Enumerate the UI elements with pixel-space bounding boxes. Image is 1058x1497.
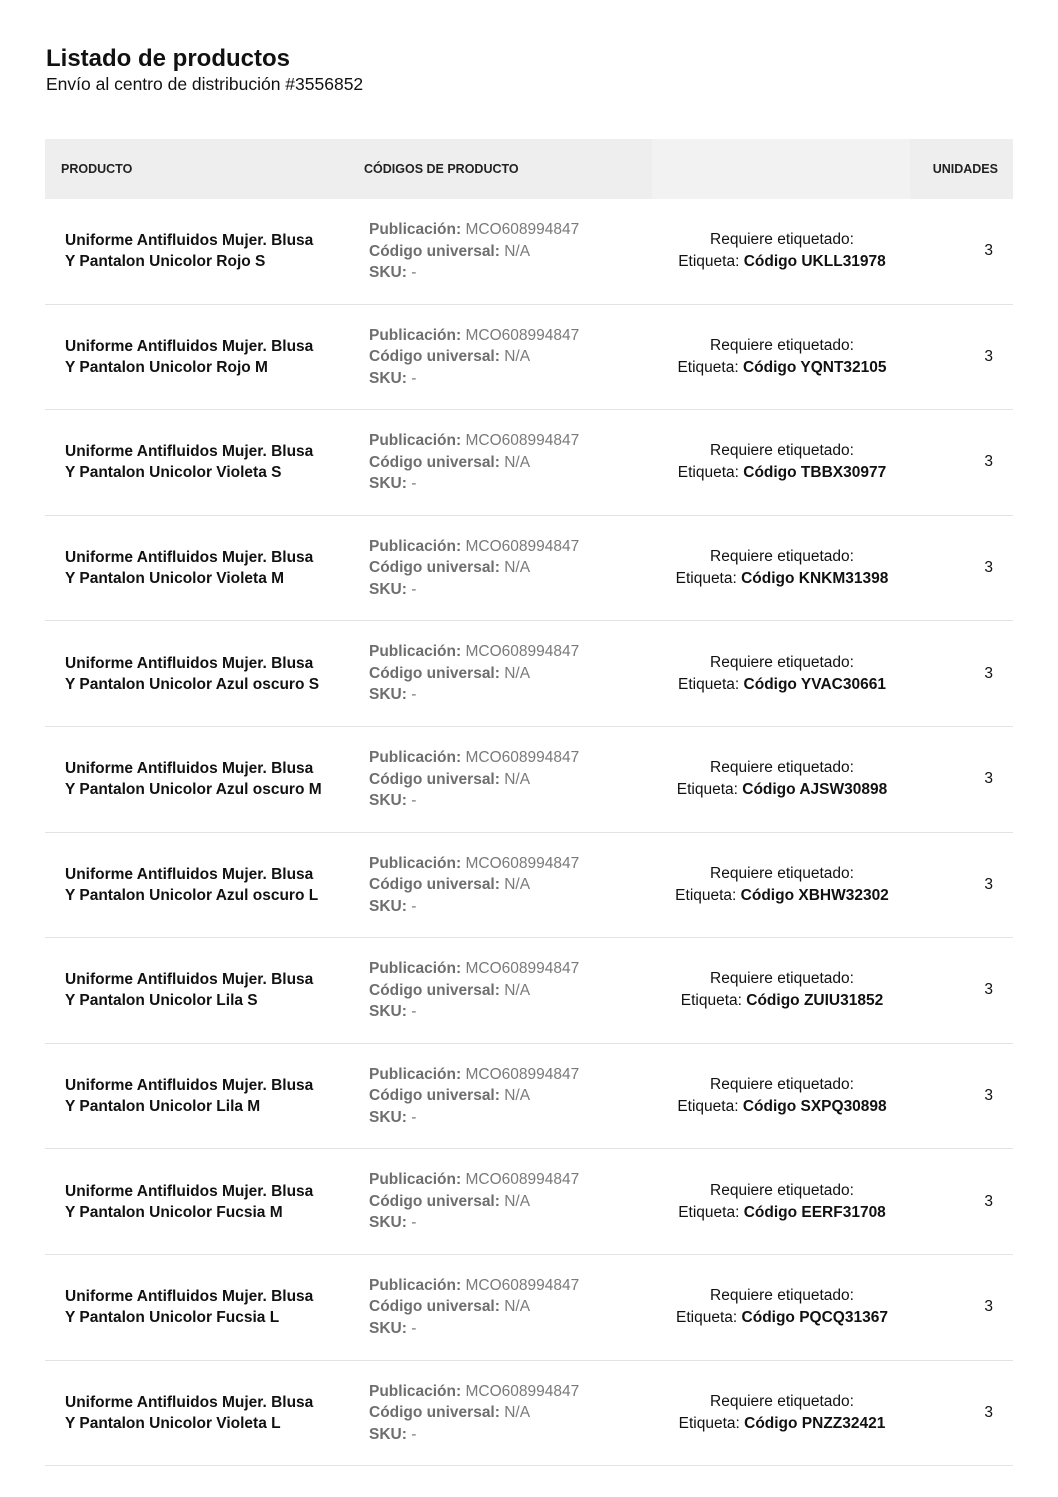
publication-value: MCO608994847 bbox=[465, 537, 580, 555]
sku-label: SKU: bbox=[369, 1003, 407, 1021]
sku-value: - bbox=[411, 1214, 417, 1232]
requires-labeling-text: Requiere etiquetado: bbox=[710, 1076, 854, 1094]
publication-label: Publicación: bbox=[369, 854, 462, 872]
requires-labeling-text: Requiere etiquetado: bbox=[710, 864, 854, 882]
units-value: 3 bbox=[984, 453, 993, 471]
product-codes bbox=[365, 430, 648, 495]
labeling-info bbox=[648, 1285, 916, 1329]
column-header-units: UNIDADES bbox=[932, 162, 998, 176]
product-name: Uniforme Antifluidos Mujer. Blusa Y Pantalon Unicolor Violeta L bbox=[65, 1393, 314, 1432]
sku-label: SKU: bbox=[369, 264, 407, 282]
sku-label: SKU: bbox=[369, 1214, 407, 1232]
tag-label: Etiqueta: bbox=[678, 1203, 740, 1221]
products-table bbox=[45, 139, 1013, 1466]
publication-line bbox=[369, 536, 648, 558]
sku-value: - bbox=[411, 369, 417, 387]
sku-value: - bbox=[411, 1319, 417, 1337]
universal-code-label: Código universal: bbox=[369, 1192, 500, 1210]
publication-line bbox=[369, 430, 648, 452]
universal-code-line bbox=[369, 769, 648, 791]
sku-line bbox=[369, 262, 648, 284]
product-name: Uniforme Antifluidos Mujer. Blusa Y Pantalon Unicolor Rojo S bbox=[65, 232, 314, 271]
product-codes bbox=[365, 853, 648, 918]
table-row bbox=[45, 410, 1013, 516]
publication-label: Publicación: bbox=[369, 432, 462, 450]
units-value: 3 bbox=[984, 664, 993, 682]
tag-code: Código TBBX30977 bbox=[743, 464, 887, 482]
requires-labeling-text: Requiere etiquetado: bbox=[710, 1287, 854, 1305]
tag-label: Etiqueta: bbox=[678, 675, 740, 693]
table-row bbox=[45, 1255, 1013, 1361]
tag-label: Etiqueta: bbox=[680, 992, 742, 1010]
sku-line bbox=[369, 473, 648, 495]
universal-code-value: N/A bbox=[504, 348, 531, 366]
units-value: 3 bbox=[984, 559, 993, 577]
column-header-codes: CÓDIGOS DE PRODUCTO bbox=[364, 162, 519, 176]
publication-value: MCO608994847 bbox=[465, 643, 580, 661]
units-value: 3 bbox=[984, 770, 993, 788]
product-codes bbox=[365, 958, 648, 1023]
sku-value: - bbox=[411, 475, 417, 493]
sku-line bbox=[369, 1424, 648, 1446]
universal-code-line bbox=[369, 1402, 648, 1424]
publication-line bbox=[369, 853, 648, 875]
table-row bbox=[45, 727, 1013, 833]
publication-value: MCO608994847 bbox=[465, 749, 580, 767]
publication-line bbox=[369, 747, 648, 769]
publication-line bbox=[369, 1169, 648, 1191]
sku-line bbox=[369, 1318, 648, 1340]
universal-code-label: Código universal: bbox=[369, 559, 500, 577]
table-row bbox=[45, 833, 1013, 939]
sku-label: SKU: bbox=[369, 792, 407, 810]
publication-label: Publicación: bbox=[369, 1276, 462, 1294]
tag-code: Código PQCQ31367 bbox=[741, 1309, 888, 1327]
publication-line bbox=[369, 1275, 648, 1297]
tag-code: Código SXPQ30898 bbox=[742, 1098, 887, 1116]
sku-value: - bbox=[411, 264, 417, 282]
universal-code-label: Código universal: bbox=[369, 664, 500, 682]
tag-code: Código ZUIU31852 bbox=[746, 992, 884, 1010]
publication-value: MCO608994847 bbox=[465, 1065, 580, 1083]
tag-label: Etiqueta: bbox=[676, 1309, 738, 1327]
universal-code-line bbox=[369, 663, 648, 685]
universal-code-line bbox=[369, 1296, 648, 1318]
universal-code-value: N/A bbox=[504, 664, 531, 682]
units-value: 3 bbox=[984, 1087, 993, 1105]
sku-label: SKU: bbox=[369, 369, 407, 387]
sku-label: SKU: bbox=[369, 1108, 407, 1126]
product-name: Uniforme Antifluidos Mujer. Blusa Y Pantalon Unicolor Azul oscuro L bbox=[65, 865, 319, 904]
universal-code-label: Código universal: bbox=[369, 242, 500, 260]
labeling-info bbox=[648, 1180, 916, 1224]
page-subtitle: Envío al centro de distribución #3556852 bbox=[46, 74, 364, 94]
table-body bbox=[45, 199, 1013, 1466]
sku-line bbox=[369, 368, 648, 390]
universal-code-value: N/A bbox=[504, 1192, 531, 1210]
sku-label: SKU: bbox=[369, 1319, 407, 1337]
universal-code-line bbox=[369, 452, 648, 474]
page-title: Listado de productos bbox=[46, 45, 291, 72]
publication-value: MCO608994847 bbox=[465, 326, 580, 344]
sku-label: SKU: bbox=[369, 897, 407, 915]
publication-label: Publicación: bbox=[369, 221, 462, 239]
publication-label: Publicación: bbox=[369, 1065, 462, 1083]
tag-code: Código AJSW30898 bbox=[742, 781, 888, 799]
sku-line bbox=[369, 684, 648, 706]
table-row bbox=[45, 305, 1013, 411]
publication-label: Publicación: bbox=[369, 1382, 462, 1400]
universal-code-value: N/A bbox=[504, 770, 531, 788]
universal-code-label: Código universal: bbox=[369, 348, 500, 366]
universal-code-line bbox=[369, 557, 648, 579]
product-name: Uniforme Antifluidos Mujer. Blusa Y Pantalon Unicolor Azul oscuro S bbox=[65, 654, 320, 693]
tag-label: Etiqueta: bbox=[677, 1098, 739, 1116]
units-value: 3 bbox=[984, 1403, 993, 1421]
publication-label: Publicación: bbox=[369, 960, 462, 978]
sku-line bbox=[369, 896, 648, 918]
table-header bbox=[45, 139, 1013, 199]
tag-code: Código EERF31708 bbox=[743, 1203, 886, 1221]
universal-code-line bbox=[369, 241, 648, 263]
labeling-info bbox=[648, 335, 916, 379]
tag-code: Código KNKM31398 bbox=[741, 570, 889, 588]
units-value: 3 bbox=[984, 1298, 993, 1316]
tag-label: Etiqueta: bbox=[675, 886, 737, 904]
universal-code-label: Código universal: bbox=[369, 1404, 500, 1422]
sku-value: - bbox=[411, 686, 417, 704]
publication-value: MCO608994847 bbox=[465, 1382, 580, 1400]
requires-labeling-text: Requiere etiquetado: bbox=[710, 442, 854, 460]
sku-line bbox=[369, 1107, 648, 1129]
universal-code-value: N/A bbox=[504, 242, 531, 260]
publication-label: Publicación: bbox=[369, 643, 462, 661]
publication-value: MCO608994847 bbox=[465, 960, 580, 978]
sku-value: - bbox=[411, 792, 417, 810]
requires-labeling-text: Requiere etiquetado: bbox=[710, 231, 854, 249]
table-row bbox=[45, 199, 1013, 305]
product-codes bbox=[365, 747, 648, 812]
publication-value: MCO608994847 bbox=[465, 854, 580, 872]
sku-value: - bbox=[411, 1108, 417, 1126]
product-name: Uniforme Antifluidos Mujer. Blusa Y Pantalon Unicolor Fucsia L bbox=[65, 1288, 314, 1327]
tag-label: Etiqueta: bbox=[677, 358, 739, 376]
universal-code-value: N/A bbox=[504, 981, 531, 999]
requires-labeling-text: Requiere etiquetado: bbox=[710, 970, 854, 988]
tag-code: Código YVAC30661 bbox=[743, 675, 886, 693]
universal-code-label: Código universal: bbox=[369, 1298, 500, 1316]
publication-value: MCO608994847 bbox=[465, 432, 580, 450]
labeling-info bbox=[648, 757, 916, 801]
tag-label: Etiqueta: bbox=[675, 570, 737, 588]
sku-line bbox=[369, 1212, 648, 1234]
sku-line bbox=[369, 790, 648, 812]
publication-value: MCO608994847 bbox=[465, 1276, 580, 1294]
requires-labeling-text: Requiere etiquetado: bbox=[710, 548, 854, 566]
table-row bbox=[45, 516, 1013, 622]
units-value: 3 bbox=[984, 242, 993, 260]
universal-code-value: N/A bbox=[504, 876, 531, 894]
labeling-info bbox=[648, 968, 916, 1012]
publication-line bbox=[369, 641, 648, 663]
product-codes bbox=[365, 1064, 648, 1129]
units-value: 3 bbox=[984, 347, 993, 365]
sku-label: SKU: bbox=[369, 686, 407, 704]
tag-label: Etiqueta: bbox=[677, 464, 739, 482]
product-name: Uniforme Antifluidos Mujer. Blusa Y Pantalon Unicolor Violeta S bbox=[65, 443, 314, 482]
sku-value: - bbox=[411, 580, 417, 598]
requires-labeling-text: Requiere etiquetado: bbox=[710, 336, 854, 354]
tag-label: Etiqueta: bbox=[678, 1414, 740, 1432]
sku-line bbox=[369, 579, 648, 601]
column-header-label bbox=[652, 139, 910, 199]
product-codes bbox=[365, 1169, 648, 1234]
universal-code-value: N/A bbox=[504, 559, 531, 577]
publication-value: MCO608994847 bbox=[465, 1171, 580, 1189]
sku-value: - bbox=[411, 1003, 417, 1021]
requires-labeling-text: Requiere etiquetado: bbox=[710, 1392, 854, 1410]
sku-line bbox=[369, 1001, 648, 1023]
universal-code-value: N/A bbox=[504, 1087, 531, 1105]
product-name: Uniforme Antifluidos Mujer. Blusa Y Pantalon Unicolor Lila M bbox=[65, 1077, 314, 1116]
universal-code-label: Código universal: bbox=[369, 981, 500, 999]
units-value: 3 bbox=[984, 1192, 993, 1210]
labeling-info bbox=[648, 546, 916, 590]
product-codes bbox=[365, 1381, 648, 1446]
sku-label: SKU: bbox=[369, 1425, 407, 1443]
product-codes bbox=[365, 325, 648, 390]
sku-label: SKU: bbox=[369, 580, 407, 598]
table-row bbox=[45, 1361, 1013, 1467]
requires-labeling-text: Requiere etiquetado: bbox=[710, 1181, 854, 1199]
publication-line bbox=[369, 1381, 648, 1403]
universal-code-label: Código universal: bbox=[369, 876, 500, 894]
product-name: Uniforme Antifluidos Mujer. Blusa Y Pantalon Unicolor Lila S bbox=[65, 971, 314, 1010]
labeling-info bbox=[648, 1074, 916, 1118]
product-codes bbox=[365, 219, 648, 284]
tag-code: Código UKLL31978 bbox=[743, 253, 886, 271]
publication-line bbox=[369, 219, 648, 241]
product-name: Uniforme Antifluidos Mujer. Blusa Y Pantalon Unicolor Rojo M bbox=[65, 337, 314, 376]
tag-code: Código YQNT32105 bbox=[742, 358, 887, 376]
table-row bbox=[45, 938, 1013, 1044]
sku-value: - bbox=[411, 1425, 417, 1443]
tag-label: Etiqueta: bbox=[676, 781, 738, 799]
column-header-product: PRODUCTO bbox=[61, 162, 133, 176]
universal-code-value: N/A bbox=[504, 1298, 531, 1316]
universal-code-value: N/A bbox=[504, 1404, 531, 1422]
universal-code-label: Código universal: bbox=[369, 453, 500, 471]
publication-value: MCO608994847 bbox=[465, 221, 580, 239]
universal-code-value: N/A bbox=[504, 453, 531, 471]
publication-label: Publicación: bbox=[369, 749, 462, 767]
tag-code: Código PNZZ32421 bbox=[744, 1414, 886, 1432]
tag-code: Código XBHW32302 bbox=[740, 886, 889, 904]
requires-labeling-text: Requiere etiquetado: bbox=[710, 653, 854, 671]
units-value: 3 bbox=[984, 981, 993, 999]
universal-code-label: Código universal: bbox=[369, 770, 500, 788]
labeling-info bbox=[648, 652, 916, 696]
labeling-info bbox=[648, 1391, 916, 1435]
labeling-info bbox=[648, 229, 916, 273]
universal-code-line bbox=[369, 1191, 648, 1213]
table-row bbox=[45, 1044, 1013, 1150]
units-value: 3 bbox=[984, 875, 993, 893]
sku-label: SKU: bbox=[369, 475, 407, 493]
publication-label: Publicación: bbox=[369, 537, 462, 555]
publication-label: Publicación: bbox=[369, 1171, 462, 1189]
publication-label: Publicación: bbox=[369, 326, 462, 344]
product-codes bbox=[365, 536, 648, 601]
product-codes bbox=[365, 1275, 648, 1340]
universal-code-line bbox=[369, 874, 648, 896]
universal-code-line bbox=[369, 980, 648, 1002]
product-name: Uniforme Antifluidos Mujer. Blusa Y Pantalon Unicolor Violeta M bbox=[65, 549, 314, 588]
universal-code-label: Código universal: bbox=[369, 1087, 500, 1105]
labeling-info bbox=[648, 440, 916, 484]
sku-value: - bbox=[411, 897, 417, 915]
product-name: Uniforme Antifluidos Mujer. Blusa Y Pantalon Unicolor Azul oscuro M bbox=[65, 760, 322, 799]
publication-line bbox=[369, 325, 648, 347]
tag-label: Etiqueta: bbox=[678, 253, 740, 271]
product-name: Uniforme Antifluidos Mujer. Blusa Y Pantalon Unicolor Fucsia M bbox=[65, 1182, 314, 1221]
publication-line bbox=[369, 1064, 648, 1086]
labeling-info bbox=[648, 863, 916, 907]
table-row bbox=[45, 621, 1013, 727]
product-codes bbox=[365, 641, 648, 706]
table-row bbox=[45, 1149, 1013, 1255]
universal-code-line bbox=[369, 1085, 648, 1107]
universal-code-line bbox=[369, 346, 648, 368]
requires-labeling-text: Requiere etiquetado: bbox=[710, 759, 854, 777]
publication-line bbox=[369, 958, 648, 980]
